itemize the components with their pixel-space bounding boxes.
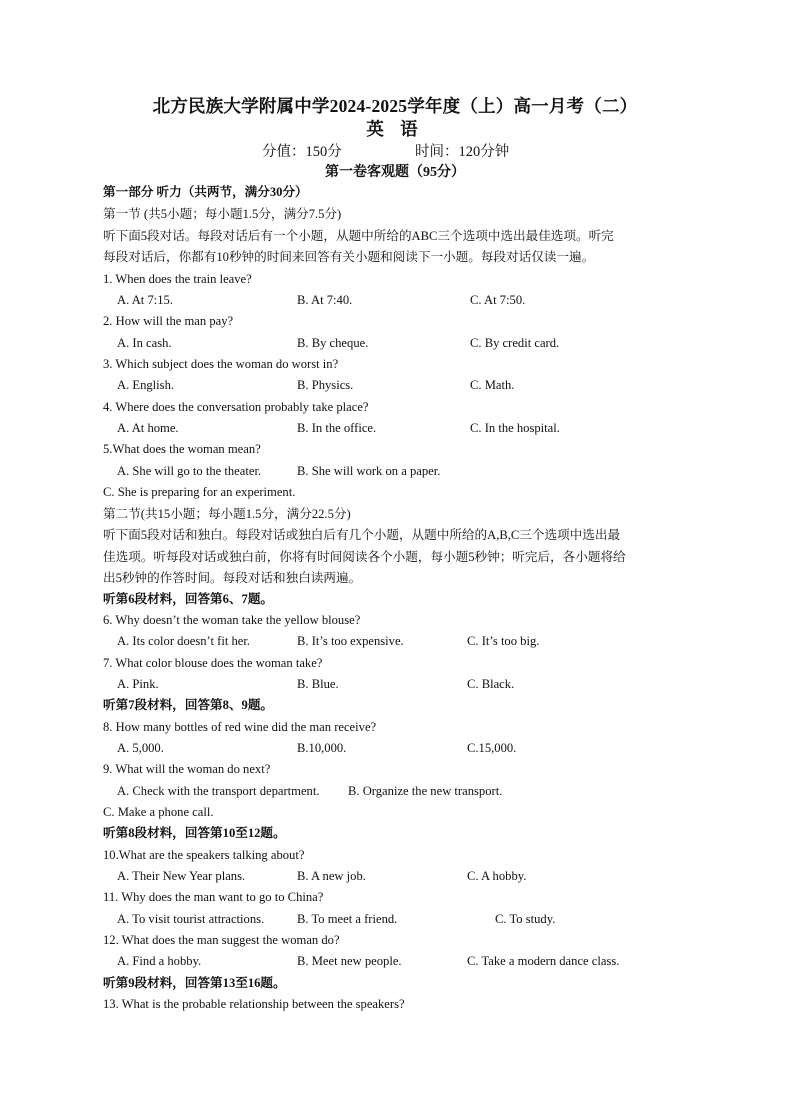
exam-title: 北方民族大学附属中学2024-2025学年度（上）高一月考（二） [152, 96, 638, 116]
question-stem: 4. Where does the conversation probably take place? [103, 400, 369, 414]
option-b: B. Meet new people. [297, 954, 402, 968]
option-a: A. At home. [117, 421, 179, 435]
option-c: C. It’s too big. [467, 634, 540, 648]
question-stem: 1. When does the train leave? [103, 272, 252, 286]
material-heading: 听第6段材料，回答第6、7题。 [103, 592, 274, 606]
option-c: C. By credit card. [470, 336, 560, 350]
option-c: C. Math. [470, 378, 515, 392]
option-c: C. To study. [495, 912, 556, 926]
option-b: B. A new job. [297, 869, 366, 883]
option-c: C. In the hospital. [470, 421, 560, 435]
option-a: A. To visit tourist attractions. [117, 912, 265, 926]
option-c: C. Black. [467, 677, 515, 691]
option-a: A. Their New Year plans. [117, 869, 246, 883]
option-a: A. Its color doesn’t fit her. [117, 634, 251, 648]
volume-heading: 第一卷客观题（95分） [325, 165, 465, 180]
option-c: C.15,000. [467, 741, 517, 755]
question-stem: 5.What does the woman mean? [103, 442, 261, 456]
question-stem: 12. What does the man suggest the woman do? [103, 933, 340, 947]
question-stem: 7. What color blouse does the woman take? [103, 656, 323, 670]
question-stem: 8. How many bottles of red wine did the man receive? [103, 720, 377, 734]
option-b: B. In the office. [297, 421, 377, 435]
section2-instructions: 佳选项。听每段对话或独白前，你将有时间阅读各个小题，每小题5秒钟；听完后，各小题将给 [103, 550, 626, 564]
question-stem: 6. Why doesn’t the woman take the yellow blouse? [103, 613, 361, 627]
option-b: B. It’s too expensive. [297, 634, 404, 648]
option-b: B. At 7:40. [297, 293, 353, 307]
time-limit: 时间：120分钟 [415, 144, 510, 160]
option-b: B. Organize the new transport. [348, 784, 503, 798]
option-c: C. At 7:50. [470, 293, 526, 307]
question-stem: 10.What are the speakers talking about? [103, 848, 305, 862]
option-a: A. 5,000. [117, 741, 164, 755]
option-a: A. In cash. [117, 336, 172, 350]
question-stem: 9. What will the woman do next? [103, 762, 271, 776]
section1-instructions: 听下面5段对话。每段对话后有一个小题，从题中所给的ABC三个选项中选出最佳选项。听完 [103, 229, 614, 243]
section1-heading: 第一节 (共5小题；每小题1.5分，满分7.5分) [103, 207, 342, 221]
option-a: A. Find a hobby. [117, 954, 202, 968]
material-heading: 听第8段材料，回答第10至12题。 [103, 826, 286, 840]
option-c: C. She is preparing for an experiment. [103, 485, 296, 499]
option-a: A. At 7:15. [117, 293, 173, 307]
option-c: C. Take a modern dance class. [467, 954, 620, 968]
option-b: B. By cheque. [297, 336, 369, 350]
section2-instructions: 出5秒钟的作答时间。每段对话和独白读两遍。 [103, 571, 362, 585]
option-b: B. She will work on a paper. [297, 464, 441, 478]
option-a: A. She will go to the theater. [117, 464, 262, 478]
option-a: A. Check with the transport department. [117, 784, 320, 798]
section1-instructions: 每段对话后，你都有10秒钟的时间来回答有关小题和阅读下一小题。每段对话仅读一遍。 [103, 250, 595, 264]
section2-instructions: 听下面5段对话和独白。每段对话或独白后有几个小题，从题中所给的A,B,C三个选项中选出最 [103, 528, 621, 542]
option-b: B. Blue. [297, 677, 339, 691]
option-a: A. Pink. [117, 677, 159, 691]
subject-title: 英 语 [366, 119, 424, 139]
question-stem: 2. How will the man pay? [103, 314, 234, 328]
question-stem: 13. What is the probable relationship between the speakers? [103, 997, 405, 1011]
option-a: A. English. [117, 378, 175, 392]
material-heading: 听第7段材料，回答第8、9题。 [103, 698, 274, 712]
section2-heading: 第二节(共15小题；每小题1.5分，满分22.5分) [103, 507, 351, 521]
material-heading: 听第9段材料，回答第13至16题。 [103, 976, 286, 990]
option-b: B. To meet a friend. [297, 912, 398, 926]
question-stem: 11. Why does the man want to go to China? [103, 890, 324, 904]
question-stem: 3. Which subject does the woman do worst in? [103, 357, 339, 371]
part1-heading: 第一部分 听力（共两节，满分30分） [103, 185, 308, 199]
option-b: B.10,000. [297, 741, 347, 755]
option-b: B. Physics. [297, 378, 354, 392]
option-c: C. A hobby. [467, 869, 527, 883]
score-value: 分值：150分 [262, 144, 342, 160]
option-c: C. Make a phone call. [103, 805, 214, 819]
